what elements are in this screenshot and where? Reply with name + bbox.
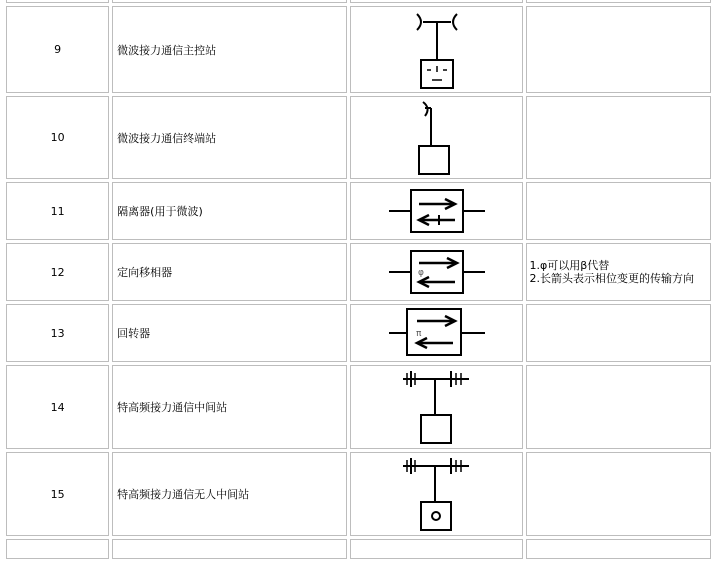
table-row: [6, 6, 711, 93]
note-cell: [526, 304, 711, 362]
symbol-cell: [350, 182, 523, 240]
uhf-relay-station-icon: [401, 367, 473, 447]
note-cell: [526, 243, 711, 301]
note-cell: [526, 365, 711, 449]
row-name: 微波接力通信终端站: [112, 96, 347, 179]
table-row: [6, 243, 711, 301]
symbol-cell: [350, 6, 523, 93]
table-row: [6, 452, 711, 536]
directional-phase-shifter-icon: [387, 247, 487, 297]
table-row: [6, 539, 711, 559]
uhf-unmanned-relay-station-icon: [401, 454, 473, 534]
symbol-cell: [350, 96, 523, 179]
row-name: 微波接力通信主控站: [112, 6, 347, 93]
microwave-master-station-icon: [407, 10, 467, 90]
row-name: 隔离器(用于微波): [112, 182, 347, 240]
row-number: 10: [6, 96, 109, 179]
name-cell: [112, 539, 347, 559]
symbol-cell: [350, 304, 523, 362]
note-cell: [526, 0, 711, 3]
row-name: 定向移相器: [112, 243, 347, 301]
symbol-cell: [350, 0, 523, 3]
note-cell: [526, 96, 711, 179]
microwave-terminal-station-icon: [407, 98, 467, 178]
row-number: 9: [6, 6, 109, 93]
phi-symbol: φ: [417, 268, 424, 278]
note-cell: [526, 539, 711, 559]
row-name: 特高频接力通信中间站: [112, 365, 347, 449]
name-cell: [112, 0, 347, 3]
row-number: 13: [6, 304, 109, 362]
symbol-cell: [350, 243, 523, 301]
note-line: 1.φ可以用β代替: [529, 259, 610, 272]
table-row: [6, 0, 711, 3]
table-row: [6, 304, 711, 362]
gyrator-icon: [387, 307, 487, 359]
num-cell: [6, 0, 109, 3]
num-cell: [6, 539, 109, 559]
symbol-cell: [350, 365, 523, 449]
note-cell: [526, 452, 711, 536]
row-number: 11: [6, 182, 109, 240]
table-row: [6, 182, 711, 240]
row-name: 回转器: [112, 304, 347, 362]
pi-symbol: π: [415, 329, 422, 339]
row-number: 12: [6, 243, 109, 301]
note-cell: [526, 182, 711, 240]
row-name: 特高频接力通信无人中间站: [112, 452, 347, 536]
table-row: [6, 96, 711, 179]
symbol-cell: [350, 452, 523, 536]
symbol-table: [3, 0, 714, 562]
note-cell: [526, 6, 711, 93]
table-row: [6, 365, 711, 449]
row-number: 15: [6, 452, 109, 536]
note-line: 2.长箭头表示相位变更的传输方向: [529, 272, 694, 285]
symbol-cell: [350, 539, 523, 559]
isolator-icon: [387, 186, 487, 236]
row-number: 14: [6, 365, 109, 449]
